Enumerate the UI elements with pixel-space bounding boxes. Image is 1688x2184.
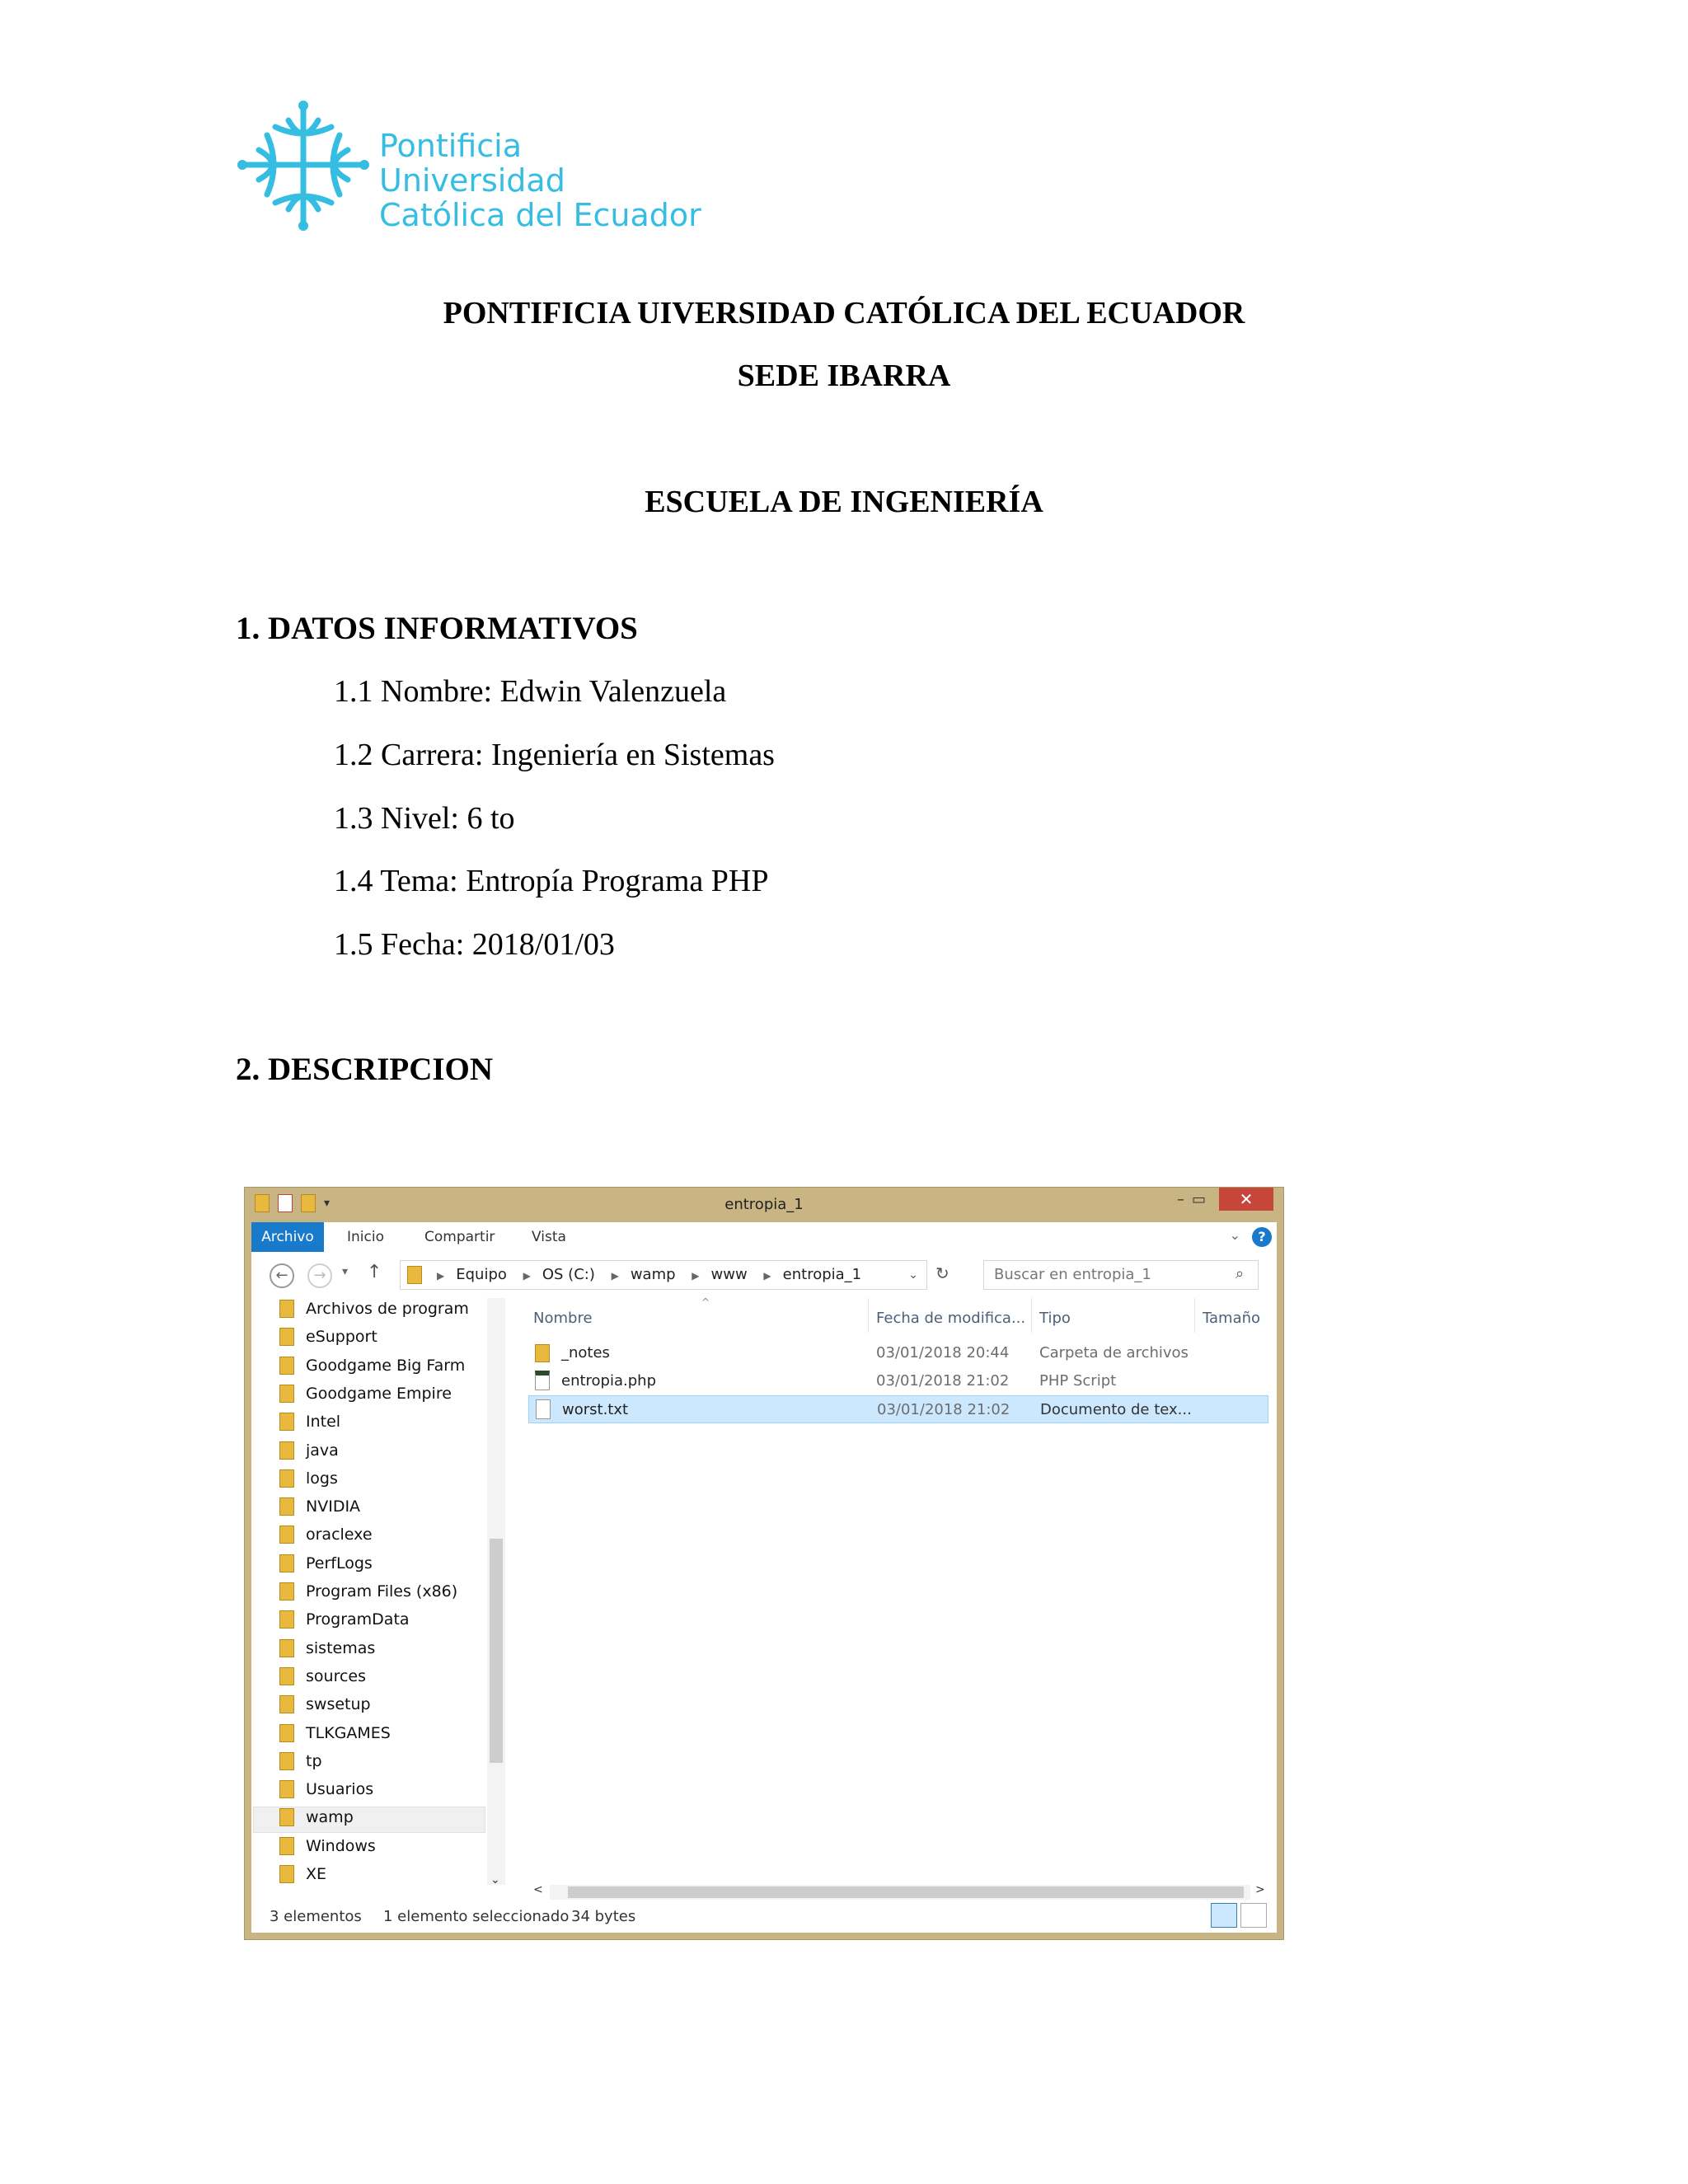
file-row[interactable] [528, 1339, 1268, 1367]
details-view-icon[interactable] [1211, 1903, 1237, 1928]
folder-icon [279, 1667, 294, 1685]
tree-item-label: sistemas [306, 1638, 376, 1657]
tree-item-logs[interactable] [306, 1469, 338, 1488]
column-tamano[interactable]: Tamaño [1203, 1310, 1261, 1327]
file-name: entropia.php [561, 1372, 656, 1390]
logo-wordmark [379, 129, 715, 232]
tree-item-label: sources [306, 1666, 366, 1685]
file-row[interactable] [528, 1367, 1268, 1395]
sort-ascending-icon: ^ [701, 1296, 710, 1308]
breadcrumb-equipo[interactable]: Equipo [456, 1266, 507, 1283]
info-item-career: 1.2 Carrera: Ingeniería en Sistemas [334, 738, 775, 772]
tree-item-archivos-de-program[interactable] [306, 1300, 469, 1318]
tree-item-label: tp [306, 1751, 322, 1770]
tree-item-windows[interactable] [306, 1837, 376, 1855]
tree-item-label: Windows [306, 1836, 376, 1855]
tree-item-programdata[interactable] [306, 1610, 410, 1629]
tree-item-label: NVIDIA [306, 1497, 361, 1516]
cross-emblem-icon [237, 97, 369, 234]
folder-icon [535, 1344, 550, 1362]
tree-item-label: Archivos de program [306, 1300, 469, 1318]
breadcrumb-www[interactable]: www [710, 1266, 748, 1283]
info-item-level: 1.3 Nivel: 6 to [334, 801, 515, 836]
folder-icon [279, 1441, 294, 1460]
column-nombre[interactable]: Nombre [533, 1310, 593, 1327]
tree-item-goodgame-empire[interactable] [306, 1385, 452, 1403]
file-name: worst.txt [562, 1401, 629, 1418]
tree-item-esupport[interactable] [306, 1328, 377, 1346]
folder-icon [279, 1554, 294, 1572]
tab-compartir[interactable]: Compartir [424, 1229, 495, 1245]
column-divider[interactable] [868, 1298, 869, 1333]
horizontal-scrollbar-thumb[interactable] [568, 1886, 1244, 1898]
file-explorer-window [244, 1187, 1284, 1940]
column-tipo[interactable]: Tipo [1039, 1310, 1071, 1327]
back-arrow-icon[interactable]: ← [270, 1263, 294, 1288]
school-heading: ESCUELA DE INGENIERÍA [645, 485, 1043, 519]
tree-scrollbar[interactable] [487, 1298, 505, 1885]
tab-vista[interactable]: Vista [532, 1229, 566, 1245]
forward-arrow-icon[interactable]: → [307, 1263, 332, 1288]
tree-item-wamp[interactable] [306, 1808, 354, 1826]
tab-archivo[interactable]: Archivo [251, 1222, 324, 1252]
info-item-date: 1.5 Fecha: 2018/01/03 [334, 927, 615, 962]
tree-item-label: oraclexe [306, 1526, 373, 1544]
file-row-selected[interactable] [528, 1395, 1268, 1423]
tree-item-program-files-x86[interactable] [306, 1582, 457, 1601]
breadcrumb-drive[interactable]: OS (C:) [542, 1266, 595, 1283]
folder-icon [279, 1385, 294, 1403]
file-date: 03/01/2018 21:02 [877, 1401, 1010, 1418]
tree-scrollbar-thumb[interactable] [490, 1539, 503, 1763]
search-input[interactable]: Buscar en entropia_1 [983, 1260, 1259, 1290]
breadcrumb-separator: ▶ [523, 1270, 531, 1282]
column-fecha[interactable]: Fecha de modifica... [876, 1310, 1026, 1327]
folder-icon [279, 1865, 294, 1883]
breadcrumb-separator: ▶ [692, 1270, 700, 1282]
folder-icon [279, 1300, 294, 1318]
help-icon[interactable]: ? [1252, 1227, 1272, 1247]
breadcrumb-wamp[interactable]: wamp [630, 1266, 676, 1283]
university-heading: PONTIFICIA UIVERSIDAD CATÓLICA DEL ECUADOR [443, 296, 1245, 330]
tree-item-intel[interactable] [306, 1413, 340, 1431]
scroll-left-icon[interactable]: < [533, 1883, 543, 1896]
window-title: entropia_1 [724, 1196, 804, 1213]
tab-inicio[interactable]: Inicio [347, 1229, 384, 1245]
breadcrumb-separator: ▶ [611, 1270, 619, 1282]
tree-item-label: Program Files (x86) [306, 1582, 458, 1601]
tree-item-label: ProgramData [306, 1610, 410, 1629]
folder-icon [279, 1695, 294, 1713]
folder-icon [279, 1469, 294, 1488]
scroll-down-icon[interactable]: ⌄ [490, 1873, 500, 1886]
up-arrow-icon[interactable]: ↑ [367, 1262, 382, 1282]
folder-icon [279, 1780, 294, 1798]
info-item-name: 1.1 Nombre: Edwin Valenzuela [334, 674, 727, 709]
folder-icon [279, 1413, 294, 1431]
tree-item-sources[interactable] [306, 1667, 366, 1685]
folder-icon [279, 1837, 294, 1855]
selection-info: 1 elemento seleccionado [383, 1908, 570, 1925]
campus-heading: SEDE IBARRA [737, 359, 951, 393]
main-pane [251, 1298, 1277, 1900]
title-bar [245, 1188, 1283, 1221]
tree-item-perflogs[interactable] [306, 1554, 373, 1572]
tree-item-sistemas[interactable] [306, 1639, 375, 1657]
ribbon-tabs [251, 1222, 1277, 1253]
folder-icon [279, 1526, 294, 1544]
breadcrumb-separator: ▶ [763, 1270, 771, 1282]
list-horizontal-scrollbar[interactable] [550, 1885, 1250, 1900]
tree-item-label: Intel [306, 1413, 341, 1432]
tree-item-label: java [306, 1441, 339, 1460]
tree-item-label: wamp [306, 1808, 354, 1827]
expand-ribbon-icon[interactable]: ⌄ [1229, 1227, 1240, 1243]
file-name: _notes [561, 1344, 610, 1361]
logo-line-1: Pontificia Universidad [379, 128, 565, 199]
logo-line-2: Católica del Ecuador [379, 197, 701, 233]
tree-item-label: Goodgame Big Farm [306, 1356, 466, 1375]
text-file-icon [536, 1399, 551, 1419]
tree-item-label: TLKGAMES [306, 1723, 391, 1742]
file-date: 03/01/2018 20:44 [876, 1344, 1010, 1361]
folder-icon [279, 1328, 294, 1346]
column-divider[interactable] [1031, 1298, 1032, 1333]
tree-item-label: swsetup [306, 1695, 371, 1714]
folder-icon [279, 1639, 294, 1657]
php-file-icon [535, 1371, 550, 1390]
tree-item-label: Goodgame Empire [306, 1384, 452, 1403]
scroll-right-icon[interactable]: > [1255, 1883, 1265, 1896]
file-date: 03/01/2018 21:02 [876, 1372, 1010, 1390]
folder-icon [407, 1266, 422, 1284]
item-count: 3 elementos [270, 1908, 362, 1925]
folder-icon [279, 1610, 294, 1629]
column-divider[interactable] [1194, 1298, 1195, 1333]
minimize-icon[interactable]: – [1177, 1191, 1184, 1208]
tree-item-label: logs [306, 1469, 338, 1488]
university-logo [237, 97, 715, 234]
close-button[interactable]: ✕ [1219, 1188, 1273, 1211]
address-bar[interactable] [400, 1260, 927, 1290]
section-1-title: 1. DATOS INFORMATIVOS [236, 611, 638, 646]
search-icon[interactable]: ⌕ [1236, 1265, 1245, 1282]
breadcrumb-separator: ▶ [437, 1270, 445, 1282]
tree-item-nvidia[interactable] [306, 1497, 360, 1516]
tree-item-usuarios[interactable] [306, 1780, 373, 1798]
folder-icon [279, 1497, 294, 1516]
breadcrumb-entropia[interactable]: entropia_1 [782, 1266, 862, 1283]
recent-locations-icon[interactable]: ▾ [342, 1265, 349, 1278]
folder-icon [279, 1808, 294, 1826]
tree-item-oraclexe[interactable] [306, 1526, 373, 1544]
large-icons-view-icon[interactable] [1240, 1903, 1267, 1928]
tree-item-java[interactable] [306, 1441, 339, 1460]
file-type: Documento de tex... [1040, 1401, 1192, 1418]
tree-item-label: Usuarios [306, 1780, 374, 1799]
maximize-icon[interactable]: ▭ [1191, 1191, 1206, 1208]
folder-icon [279, 1752, 294, 1770]
info-item-topic: 1.4 Tema: Entropía Programa PHP [334, 864, 769, 898]
status-bar [251, 1900, 1277, 1933]
tree-item-label: eSupport [306, 1328, 377, 1347]
tree-item-label: XE [306, 1865, 327, 1883]
customize-toolbar-icon[interactable]: ▾ [324, 1197, 331, 1210]
tree-item-swsetup[interactable] [306, 1695, 371, 1713]
file-type: PHP Script [1039, 1372, 1117, 1390]
tree-item-tp[interactable] [306, 1752, 322, 1770]
address-dropdown-icon[interactable]: ⌄ [908, 1268, 918, 1282]
file-type: Carpeta de archivos [1039, 1344, 1189, 1361]
folder-icon [279, 1582, 294, 1601]
folder-icon [279, 1357, 294, 1375]
tree-item-xe[interactable] [306, 1865, 326, 1883]
tree-item-goodgame-big-farm[interactable] [306, 1357, 465, 1375]
navigation-tree [251, 1298, 485, 1900]
refresh-icon[interactable]: ↻ [935, 1263, 950, 1283]
selection-size: 34 bytes [571, 1908, 636, 1925]
tree-item-tlkgames[interactable] [306, 1724, 391, 1742]
file-list [528, 1298, 1277, 1900]
folder-icon [279, 1724, 294, 1742]
tree-item-label: PerfLogs [306, 1554, 373, 1572]
section-2-title: 2. DESCRIPCION [236, 1052, 494, 1087]
address-row [251, 1252, 1277, 1298]
